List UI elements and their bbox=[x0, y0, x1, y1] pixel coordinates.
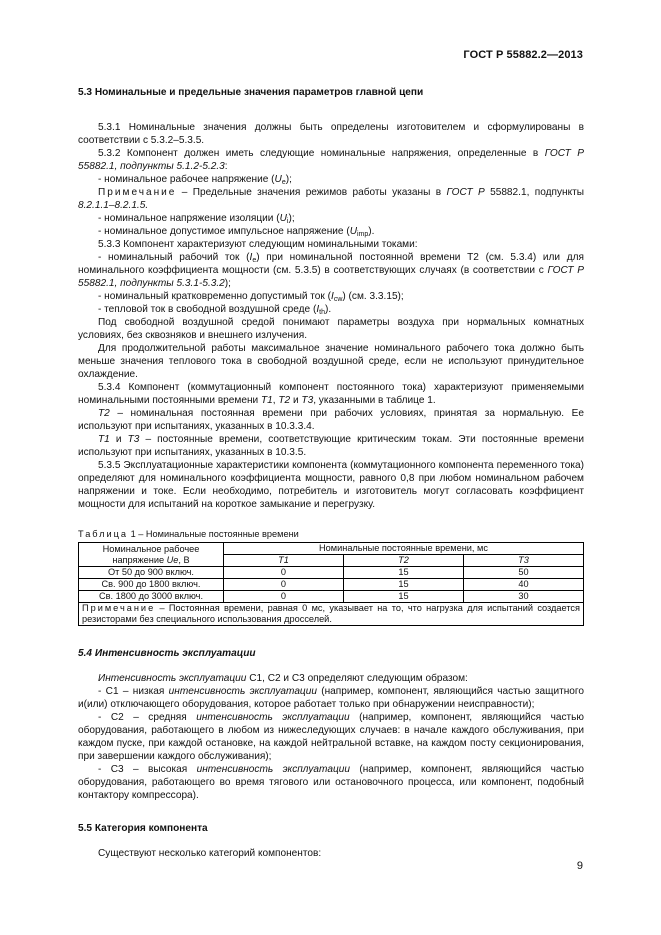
list-item-ie: - номинальный рабочий ток $(I_e)$ при номинальной постоянной времени Т2 (см. 5.3.4) или для номинального коэффициента мощности (см. 5.3.5) в соответствующих случаях (в соответствии с ГОСТ Р 55882.1, подпункты 5.3.1-5.3.2); bbox=[78, 252, 584, 289]
paragraph-5-3-1: 5.3.1 Номинальные значения должны быть определены изготовителем и сформулированы в соответствии с 5.3.2–5.3.5. bbox=[78, 122, 584, 146]
page-content bbox=[78, 86, 584, 860]
paragraph-categories: Существуют несколько категорий компонентов: bbox=[98, 848, 322, 859]
table-cell-range: От 50 до 900 включ. bbox=[79, 567, 224, 579]
paragraph-t1-t3: Т1 и Т3 – постоянные времени, соответствующие критическим токам. Эти постоянные времени используют при испытаниях, указанных в 10.3.5. bbox=[78, 434, 585, 458]
table-row bbox=[79, 591, 584, 603]
table-cell-t1: 0 bbox=[224, 591, 344, 603]
table-head-group: Номинальные постоянные времени, мс bbox=[224, 543, 584, 555]
table-head-t2: Т2 bbox=[343, 555, 463, 567]
table-cell-range: Св. 900 до 1800 включ. bbox=[79, 579, 224, 591]
table-cell-t2: 15 bbox=[343, 579, 463, 591]
standard-number: ГОСТ Р 55882.2—2013 bbox=[463, 49, 583, 61]
table-row bbox=[79, 579, 584, 591]
section-5-4-title: 5.4 Интенсивность эксплуатации bbox=[78, 648, 256, 659]
table-cell-t3: 50 bbox=[463, 567, 583, 579]
table-1-caption: Таблица 1 – Номинальные постоянные времени bbox=[78, 529, 299, 539]
paragraph-t2: Т2 – номинальная постоянная времени при рабочих условиях, принятая за нормальную. Ее используют при испытаниях, указанных в 10.3.3.4. bbox=[78, 408, 584, 432]
table-head-t3: Т3 bbox=[463, 555, 583, 567]
list-item-uimp: - номинальное допустимое импульсное напряжение $(U_{imp})$. bbox=[98, 226, 375, 238]
table-cell-t1: 0 bbox=[224, 579, 344, 591]
note-limits: Примечание – Предельные значения режимов работы указаны в ГОСТ Р 55882.1, подпункты 8.2.1.1–8.2.1.5. bbox=[78, 187, 584, 211]
list-item-ith: - тепловой ток в свободной воздушной среде $(I_{th})$. bbox=[98, 304, 332, 316]
list-item-ui: - номинальное напряжение изоляции $(U_i)$; bbox=[98, 213, 295, 225]
section-5-3-title: 5.3 Номинальные и предельные значения параметров главной цепи bbox=[78, 87, 424, 98]
table-note: Примечание – Постоянная времени, равная 0 мс, указывает на то, что нагрузка для испытаний создается резисторами без специального использования дросселей. bbox=[79, 603, 584, 626]
list-item-c1: - С1 – низкая интенсивность эксплуатации (например, компонент, являющийся частью защитного и(или) отключающего оборудования, которое работает только при обнаружении неисправности); bbox=[78, 686, 584, 710]
table-row bbox=[79, 567, 584, 579]
list-item-icw: - номинальный кратковременно допустимый ток $(I_{cw})$ (см. 3.3.15); bbox=[98, 291, 404, 303]
table-cell-t1: 0 bbox=[224, 567, 344, 579]
paragraph-duty-intro: Интенсивность эксплуатации С1, С2 и С3 определяют следующим образом: bbox=[98, 673, 468, 684]
paragraph-5-3-2: 5.3.2 Компонент должен иметь следующие номинальные напряжения, определенные в ГОСТ Р 55882.1, подпункты 5.1.2-5.2.3: bbox=[78, 148, 584, 172]
table-head-voltage: Номинальное рабочее напряжение Ue, В bbox=[79, 543, 224, 567]
section-5-5-title: 5.5 Категория компонента bbox=[78, 823, 208, 834]
paragraph-5-3-5: 5.3.5 Эксплуатационные характеристики компонента (коммутационного компонента переменного тока) определяют для номинального коэффициента мощности, равного 0,8 при любом номинальном рабочем напряжении и токе. Если необходимо, потребитель и изготовитель могут согласовать коэффициент мощности для испытаний на короткое замыкание и перегрузку. bbox=[78, 460, 584, 510]
table-cell-t2: 15 bbox=[343, 591, 463, 603]
paragraph-continuous-operation: Для продолжительной работы максимальное значение номинального рабочего тока должно быть меньше значения теплового тока в свободной воздушной среде, если не используют принудительное охлаждение. bbox=[78, 343, 584, 380]
paragraph-5-3-3: 5.3.3 Компонент характеризуют следующим номинальными токами: bbox=[98, 239, 418, 250]
table-cell-t3: 30 bbox=[463, 591, 583, 603]
table-1-time-constants bbox=[78, 542, 584, 626]
list-item-c2: - С2 – средняя интенсивность эксплуатации (например, компонент, являющийся частью оборудования, работающего в любом из нижеследующих случаев: в начале каждого обслуживания, при каждом пуске, при каждой остановке, на каждой нейтральной вставке, на каждом посту секционирования, при завершении каждого обслуживания); bbox=[78, 712, 584, 762]
table-cell-t2: 15 bbox=[343, 567, 463, 579]
list-item-c3: - С3 – высокая интенсивность эксплуатации (например, компонент, являющийся частью оборудования, работающего во время тягового или остановочного процесса, или компонент, подобный контактору компрессора). bbox=[78, 764, 584, 801]
paragraph-5-3-4: 5.3.4 Компонент (коммутационный компонент постоянного тока) характеризуют применяемыми номинальными постоянными времени Т1, Т2 и Т3, указанными в таблице 1. bbox=[78, 382, 584, 406]
table-head-t1: Т1 bbox=[224, 555, 344, 567]
list-item-ue: - номинальное рабочее напряжение $(U_e)$; bbox=[98, 174, 292, 186]
page-number: 9 bbox=[576, 860, 583, 872]
paragraph-free-air: Под свободной воздушной средой понимают параметры воздуха при нормальных комнатных условиях, без сквозняков и внешнего излучения. bbox=[78, 317, 584, 341]
table-cell-range: Св. 1800 до 3000 включ. bbox=[79, 591, 224, 603]
table-cell-t3: 40 bbox=[463, 579, 583, 591]
